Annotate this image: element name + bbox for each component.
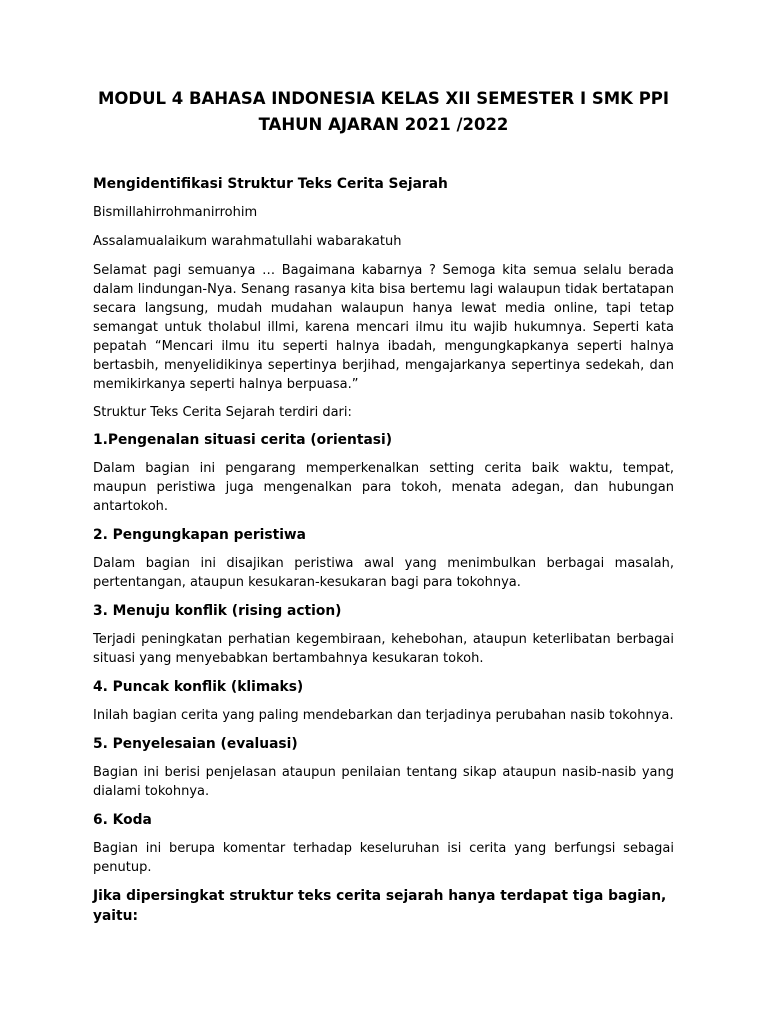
item-body-orientasi: Dalam bagian ini pengarang memperkenalkan setting cerita baik waktu, tempat, maupun peristiwa juga mengenalkan para tokoh, menata adegan, dan hubungan antartokoh.	[93, 461, 674, 514]
item-heading-klimaks: 4. Puncak konflik (klimaks)	[93, 679, 304, 695]
item-heading-peristiwa: 2. Pengungkapan peristiwa	[93, 527, 306, 543]
item-body-rising-action: Terjadi peningkatan perhatian kegembiraan, kehebohan, ataupun keterlibatan berbagai situasi yang menyebabkan bertambahnya kesukaran tokoh.	[93, 632, 674, 666]
intro-paragraph: Selamat pagi semuanya … Bagaimana kabarnya ? Semoga kita semua selalu berada dalam lindungan-Nya. Senang rasanya kita bisa bertemu lagi walaupun tidak bertatapan secara langsung, mudah mudahan walaupun hanya lewat media online, tapi tetap semangat untuk tholabul illmi, karena mencari ilmu itu wajib hukumnya. Seperti kata pepatah “Mencari ilmu itu seperti halnya ibadah, mengungkapkanya seperti halnya bertasbih, menyelidikinya sepertinya berjihad, mengajarkanya sepertinya sedekah, dan memikirkanya seperti halnya berpuasa.”	[93, 263, 674, 392]
closing-heading: Jika dipersingkat struktur teks cerita sejarah hanya terdapat tiga bagian, yaitu:	[93, 888, 667, 924]
greeting-salam: Assalamualaikum warahmatullahi wabarakatuh	[93, 234, 402, 249]
item-body-koda: Bagian ini berupa komentar terhadap keseluruhan isi cerita yang berfungsi sebagai penutup.	[93, 841, 674, 875]
item-heading-koda: 6. Koda	[93, 812, 152, 828]
title-line-1: MODUL 4 BAHASA INDONESIA KELAS XII SEMESTER I SMK PPI	[97, 89, 670, 108]
item-body-evaluasi: Bagian ini berisi penjelasan ataupun penilaian tentang sikap ataupun nasib-nasib yang dialami tokohnya.	[93, 765, 674, 799]
document-title	[93, 86, 674, 138]
item-heading-rising-action: 3. Menuju konflik (rising action)	[93, 603, 342, 619]
section-heading: Mengidentifikasi Struktur Teks Cerita Sejarah	[93, 176, 448, 192]
structure-intro: Struktur Teks Cerita Sejarah terdiri dari:	[93, 405, 352, 420]
item-heading-evaluasi: 5. Penyelesaian (evaluasi)	[93, 736, 298, 752]
greeting-bismillah: Bismillahirrohmanirrohim	[93, 205, 258, 220]
title-line-2: TAHUN AJARAN 2021 /2022	[258, 115, 509, 134]
document-page	[93, 86, 674, 926]
item-body-peristiwa: Dalam bagian ini disajikan peristiwa awal yang menimbulkan berbagai masalah, pertentangan, ataupun kesukaran-kesukaran bagi para tokohnya.	[93, 556, 674, 590]
item-body-klimaks: Inilah bagian cerita yang paling mendebarkan dan terjadinya perubahan nasib tokohnya.	[93, 708, 674, 723]
item-heading-orientasi: 1.Pengenalan situasi cerita (orientasi)	[93, 432, 393, 448]
